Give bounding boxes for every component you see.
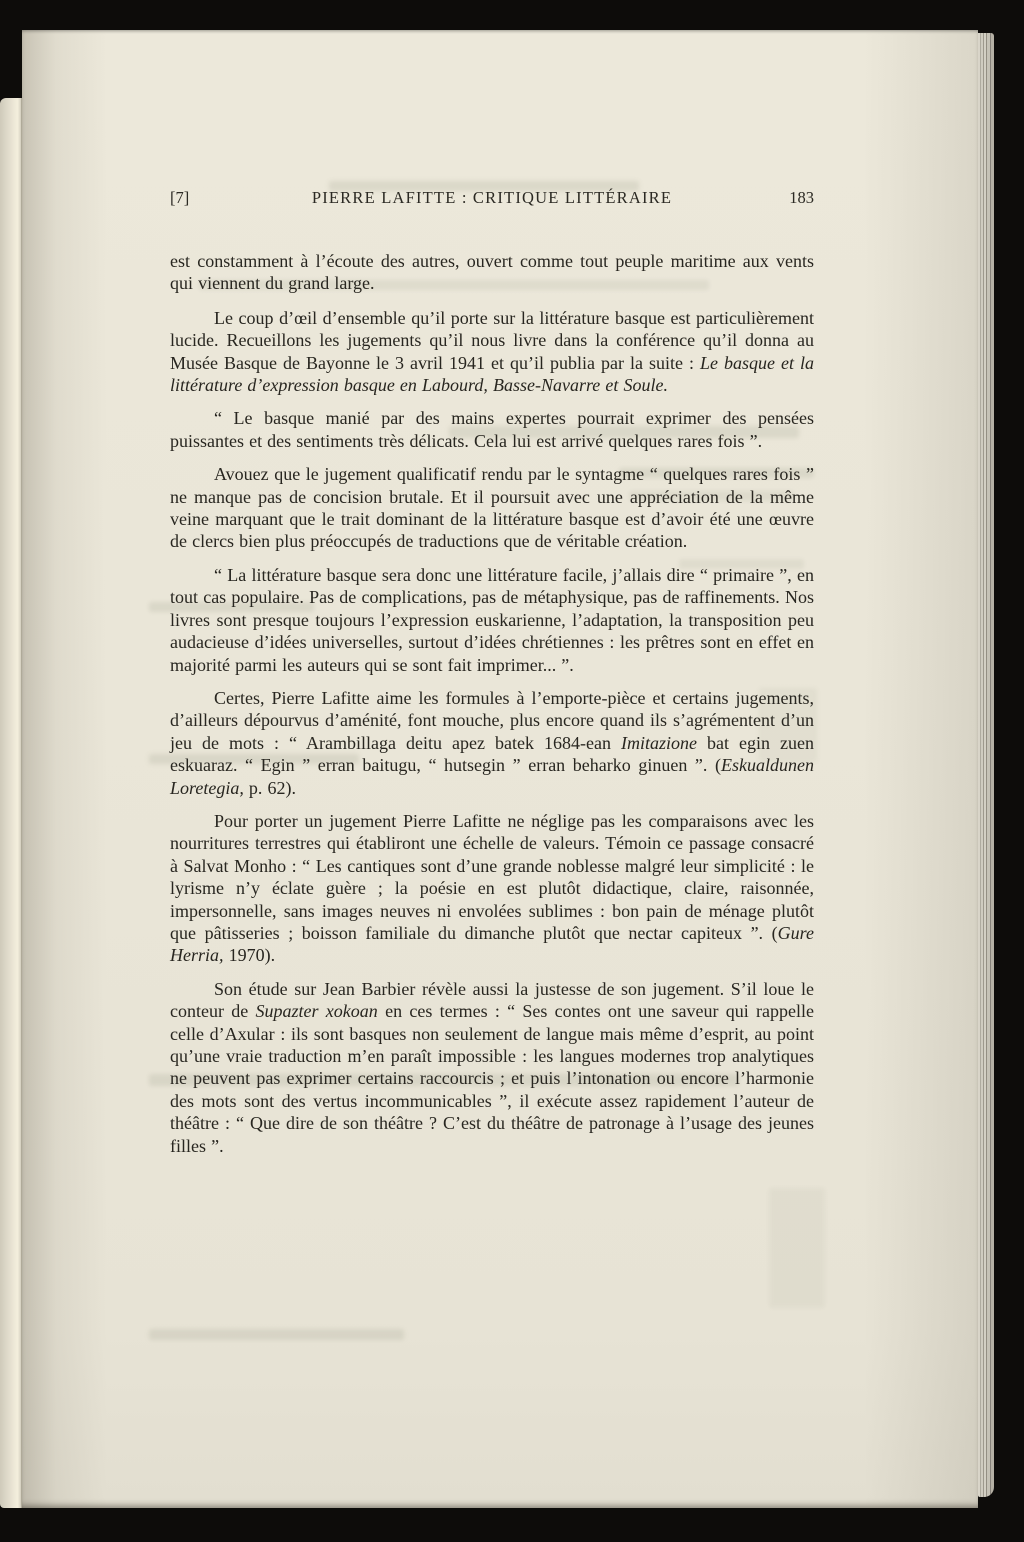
paragraph-6 (170, 687, 814, 799)
book-title-italic: Eskualdunen Loretegia, (170, 755, 814, 798)
text-segment: p. 62). (243, 777, 297, 798)
paragraph-8 (170, 978, 814, 1157)
paragraph-7 (170, 810, 814, 967)
paragraph-1 (170, 250, 814, 295)
text-segment: 1970). (223, 945, 276, 966)
paragraph-3 (170, 407, 814, 452)
text-segment: en ces termes : “ Ses contes ont une saveur qui rappelle celle d’Axular : ils sont basques non seulement de langue mais même d’esprit, au point qu’une vraie traduction m’en paraît impossible : les langues modernes trop analytiques ne peuvent pas exprimer certains raccourcis ; et puis l’intonation ou encore l’harmonie des mots sont des vertus incommunicables ”, il exécute assez rapidement l’auteur de théâtre : “ Que dire de son théâtre ? C’est du théâtre de patronage à l’usage des jeunes filles ”. (170, 1001, 814, 1156)
page-header (170, 188, 814, 208)
body-text (170, 250, 814, 1168)
show-through-smudge (769, 1188, 825, 1308)
text-segment: Le coup d’œil d’ensemble qu’il porte sur la littérature basque est particulièrement lucide. Recueillons les jugements qu’il nous livre dans la conférence qu’il donna au Musée Basque de Bayonne le 3 avril 1941 et qu’il publia par la suite : (170, 307, 814, 373)
book-title-italic: Imitazione (621, 732, 697, 753)
page-stack-edges (978, 33, 994, 1497)
facing-page-edge (0, 98, 22, 1508)
text-segment: “ Le basque manié par des mains expertes pourrait exprimer des pensées puissantes et des sentiments très délicats. Cela lui est arrivé quelques rares fois ”. (170, 408, 814, 451)
text-segment: Son étude sur Jean Barbier révèle aussi la justesse de son jugement. S’il loue le conteur de (170, 978, 814, 1022)
text-segment: Avouez que le jugement qualificatif rendu par le syntagme “ quelques rares fois ” ne manque pas de concision brutale. Et il poursuit avec une appréciation de la même veine marquant que le trait dominant de la littérature basque est d’avoir été une œuvre de clercs bien plus préoccupés de traductions que de véritable création. (170, 464, 814, 552)
article-ref: [7] (170, 188, 190, 207)
book-title-italic: Gure Herria, (170, 922, 814, 966)
book-title-italic: Le basque et la littérature d’expression basque en Labourd, Basse-Navarre et Soule. (170, 352, 814, 396)
page-number: 183 (789, 188, 814, 207)
show-through-smudge (149, 1329, 404, 1340)
paragraph-2 (170, 307, 814, 397)
running-title: PIERRE LAFITTE : CRITIQUE LITTÉRAIRE (311, 188, 673, 207)
book-title-italic: Supazter xokoan (255, 1001, 378, 1022)
book-page (22, 30, 978, 1508)
text-segment: Pour porter un jugement Pierre Lafitte ne néglige pas les comparaisons avec les nourritures terrestres qui établiront une échelle de valeurs. Témoin ce passage consacré à Salvat Monho : “ Les cantiques sont d’une grande noblesse malgré leur simplicité : le lyrisme n’y éclate guère ; la poésie en est plutôt didactique, claire, raisonnée, impersonnelle, sans images neuves ni envolées sublimes : bon pain de ménage plutôt que pâtisseries ; boisson familiale du dimanche plutôt que nectar capiteux ”. ( (170, 810, 814, 943)
text-segment: Certes, Pierre Lafitte aime les formules à l’emporte-pièce et certains jugements, d’ailleurs dépourvus d’aménité, font mouche, plus encore quand ils s’agrémentent d’un jeu de mots : “ Arambillaga deitu apez batek 1684-ean (170, 687, 814, 753)
text-segment: “ La littérature basque sera donc une littérature facile, j’allais dire “ primaire ”, en tout cas populaire. Pas de complications, pas de métaphysique, pas de raffinements. Nos livres sont presque toujours l’expression euskarienne, l’adaptation, la transposition peu audacieuse d’idées universelles, surtout d’idées chrétiennes : les prêtres sont en effet en majorité parmi les auteurs qui se sont fait imprimer... ”. (170, 564, 814, 675)
text-segment: bat egin zuen eskuaraz. “ Egin ” erran baitugu, “ hutsegin ” erran beharko ginuen ”. ( (170, 732, 814, 776)
text-segment: est constamment à l’écoute des autres, ouvert comme tout peuple maritime aux vents qui viennent du grand large. (170, 251, 814, 294)
paragraph-5 (170, 564, 814, 676)
paragraph-4 (170, 463, 814, 553)
